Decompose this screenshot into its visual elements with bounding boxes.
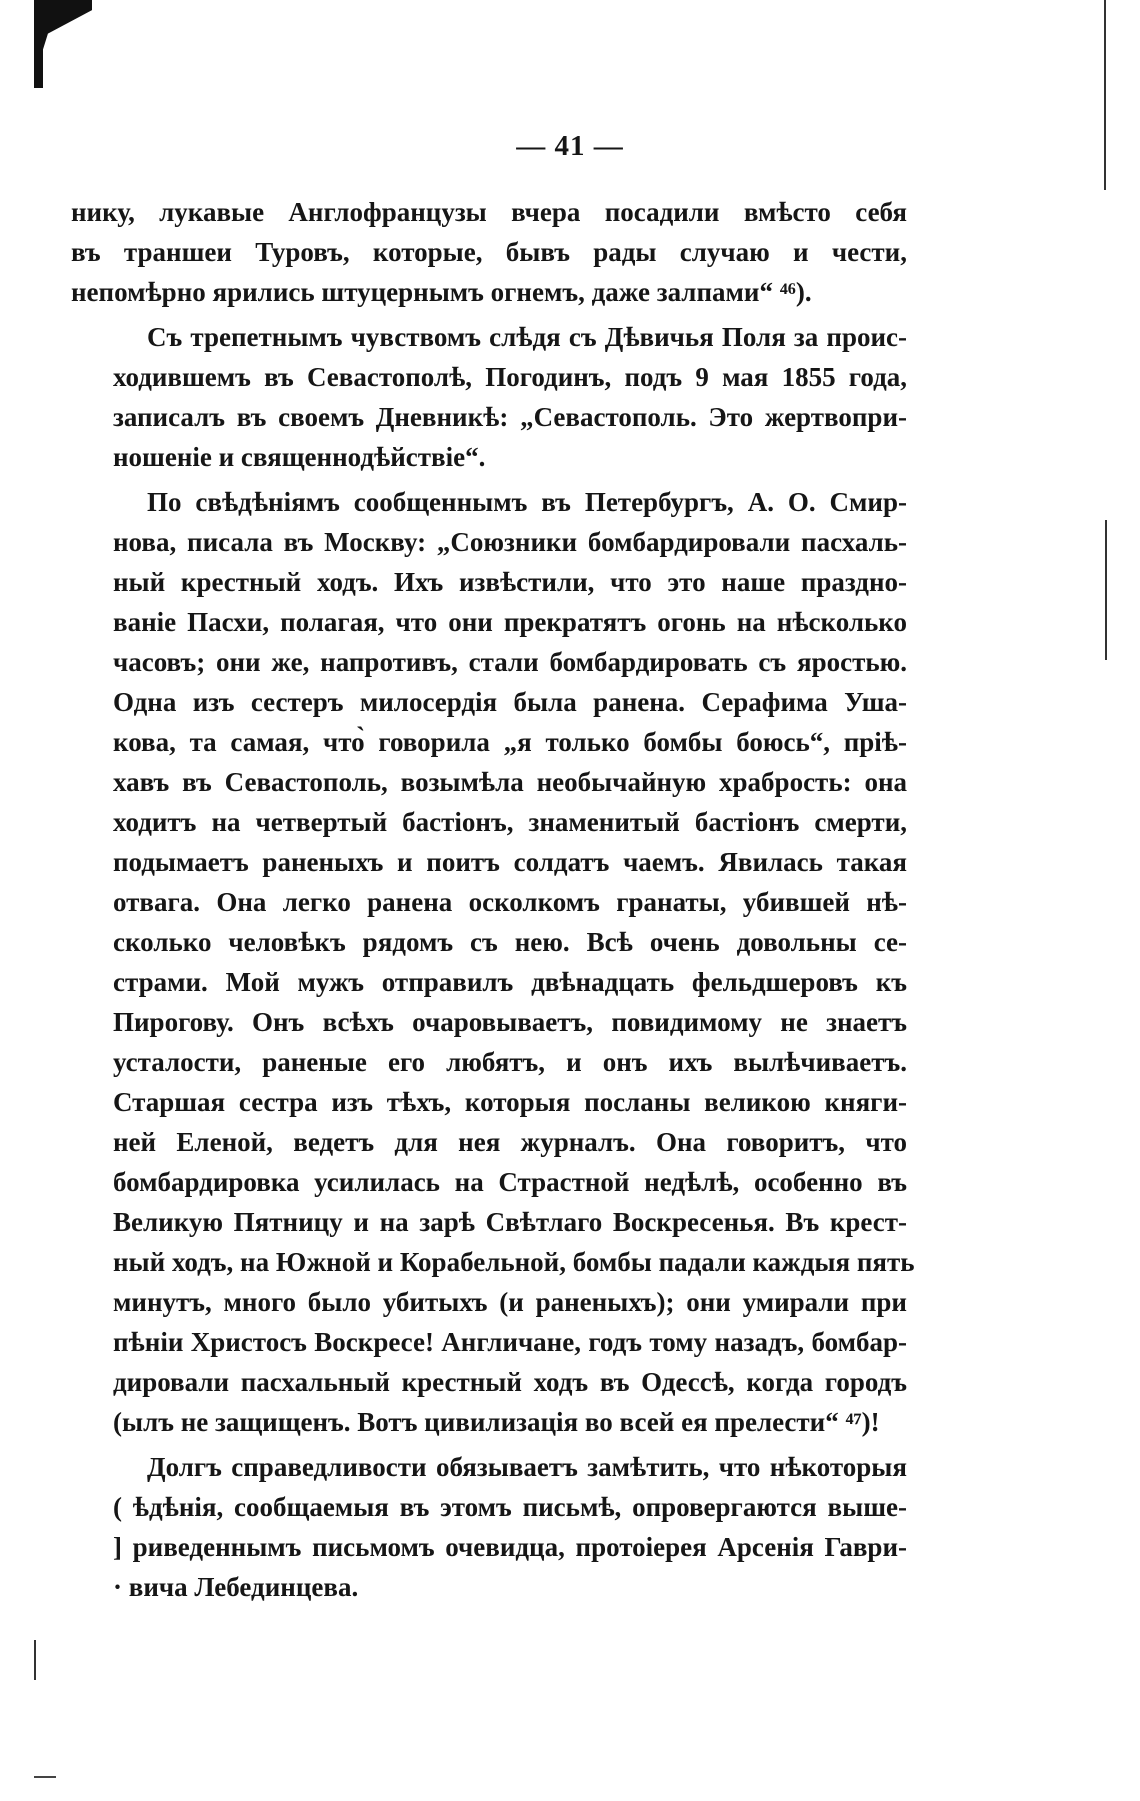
text-line: · вича Лебединцева. (113, 1572, 359, 1602)
text-line: страми. Мой мужъ отправилъ двѣнадцать фельдшеровъ къ (113, 967, 907, 997)
text-line: нику, лукавые Англофранцузы вчера посадили вмѣсто себя (71, 197, 907, 227)
paragraph (71, 1447, 907, 1607)
text-line: непомѣрно ярились штуцернымъ огнемъ, даже залпами“ ⁴⁶). (71, 277, 812, 307)
text-line: отвага. Она легко ранена осколкомъ гранаты, убившей нѣ- (113, 887, 907, 917)
paragraph (71, 482, 915, 1442)
text-line: ] риведеннымъ письмомъ очевидца, протоіерея Арсенія Гаври- (113, 1532, 907, 1562)
text-line: Одна изъ сестеръ милосердія была ранена. Серафима Уша- (113, 687, 907, 717)
text-line: ный ходъ, на Южной и Корабельной, бомбы падали каждыя пять (113, 1247, 915, 1277)
text-line: По свѣдѣніямъ сообщеннымъ въ Петербургъ, А. О. Смир- (147, 487, 907, 517)
text-line: въ траншеи Туровъ, которые, бывъ рады случаю и чести, (71, 237, 907, 267)
page-number: — 41 — (516, 130, 624, 162)
text-line: минутъ, много было убитыхъ (и раненыхъ); они умирали при (113, 1287, 907, 1317)
text-line: записалъ въ своемъ Дневникѣ: „Севастополь. Это жертвопри- (113, 402, 907, 432)
scan-edge-line-mid (1105, 520, 1107, 660)
text-line: часовъ; они же, напротивъ, стали бомбардировать съ яростью. (113, 647, 907, 677)
paragraph (71, 192, 907, 312)
body-text (71, 192, 915, 1607)
text-line: ( ѣдѣнія, сообщаемыя въ этомъ письмѣ, опровергаются выше- (113, 1492, 907, 1522)
text-line: ношеніе и священнодѣйствіе“. (113, 442, 486, 472)
text-line: усталости, раненые его любятъ, и онъ ихъ вылѣчиваетъ. (113, 1047, 907, 1077)
scan-shadow-tail (34, 40, 43, 88)
scan-edge-line-left (34, 1640, 36, 1680)
text-line: ходитъ на четвертый бастіонъ, знаменитый бастіонъ смерти, (113, 807, 907, 837)
text-line: (ылъ не защищенъ. Вотъ цивилизація во всей ея прелести“ ⁴⁷)! (113, 1407, 880, 1437)
text-line: нова, писала въ Москву: „Союзники бомбардировали пасхаль- (113, 527, 907, 557)
text-line: дировали пасхальный крестный ходъ въ Одессѣ, когда городъ (113, 1367, 907, 1397)
text-line: хавъ въ Севастополь, возымѣла необычайную храбрость: она (113, 767, 907, 797)
text-line: кова, та самая, что̀ говорила „я только бомбы боюсь“, пріѣ- (113, 727, 907, 757)
text-line: Съ трепетнымъ чувствомъ слѣдя съ Дѣвичья Поля за проис- (147, 322, 907, 352)
text-line: бомбардировка усилилась на Страстной недѣлѣ, особенно въ (113, 1167, 907, 1197)
text-line: Пирогову. Онъ всѣхъ очаровываетъ, повидимому не знаетъ (113, 1007, 907, 1037)
text-line: подымаетъ раненыхъ и поитъ солдатъ чаемъ. Явилась такая (113, 847, 907, 877)
text-line: Долгъ справедливости обязываетъ замѣтить, что нѣкоторыя (147, 1452, 907, 1482)
scan-edge-mark (34, 1776, 56, 1778)
text-line: ней Еленой, ведетъ для нея журналъ. Она говоритъ, что (113, 1127, 907, 1157)
text-line: ходившемъ въ Севастополѣ, Погодинъ, подъ 9 мая 1855 года, (113, 362, 907, 392)
text-line: Старшая сестра изъ тѣхъ, которыя посланы великою княги- (113, 1087, 907, 1117)
text-line: пѣніи Христосъ Воскресе! Англичане, годъ тому назадъ, бомбар- (113, 1327, 907, 1357)
text-line: сколько человѣкъ рядомъ съ нею. Всѣ очень довольны се- (113, 927, 907, 957)
text-line: ный крестный ходъ. Ихъ извѣстили, что это наше праздно- (113, 567, 907, 597)
text-line: ваніе Пасхи, полагая, что они прекратятъ огонь на нѣсколько (113, 607, 907, 637)
text-line: Великую Пятницу и на зарѣ Свѣтлаго Воскресенья. Въ крест- (113, 1207, 907, 1237)
paragraph (71, 317, 907, 477)
